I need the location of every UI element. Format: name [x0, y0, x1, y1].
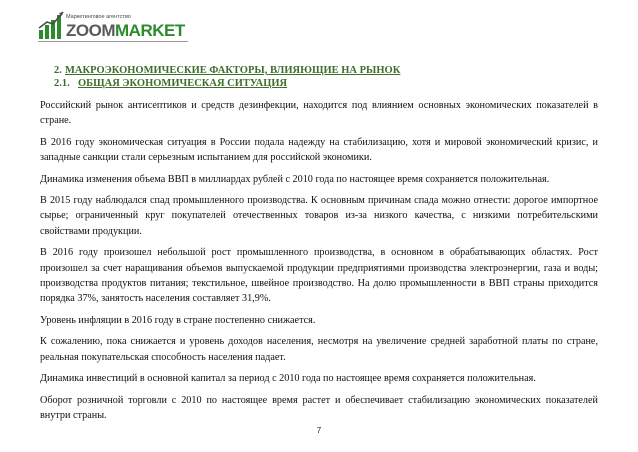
- header-divider: [38, 41, 188, 42]
- section-title: МАКРОЭКОНОМИЧЕСКИЕ ФАКТОРЫ, ВЛИЯЮЩИЕ НА РЫНОК: [65, 65, 401, 76]
- subsection-heading: [54, 77, 400, 90]
- logo-chart-icon: [38, 10, 66, 40]
- paragraph: Динамика изменения объема ВВП в миллиардах рублей с 2010 года по настоящее время сохраняется положительная.: [40, 173, 550, 185]
- subsection-number: 2.1.: [54, 78, 70, 89]
- company-logo: [38, 10, 188, 44]
- page-number: 7: [316, 426, 322, 435]
- section-headings: [54, 64, 400, 90]
- paragraph: В 2015 году наблюдался спад промышленного производства. К основным причинам спада можно отнести: дорогое импортное сырье; ограниченный круг покупателей отечественных товаров из-за низкого качества, с низкими потребительскими свойствами продукции.: [40, 195, 598, 237]
- paragraph: Оборот розничной торговли с 2010 по настоящее время растет и обеспечивает стабилизацию экономических показателей внутри страны.: [40, 394, 598, 421]
- paragraph: Динамика инвестиций в основной капитал за период с 2010 года по настоящее время сохраняется положительная.: [40, 373, 536, 385]
- logo-tagline: Маркетинговое агентство: [66, 14, 131, 20]
- paragraph: Российский рынок антисептиков и средств дезинфекции, находится под влиянием основных экономических показателей в стране.: [40, 100, 598, 127]
- paragraph: В 2016 году экономическая ситуация в России подала надежду на стабилизацию, хотя и мировой экономический кризис, и западные санкции стали серьезным испытанием для российской экономики.: [40, 136, 598, 164]
- section-number: 2.: [54, 65, 62, 76]
- logo-brand: [66, 21, 185, 41]
- subsection-title: ОБЩАЯ ЭКОНОМИЧЕСКАЯ СИТУАЦИЯ: [78, 78, 288, 89]
- paragraph: В 2016 году произошел небольшой рост промышленного производства, в основном в обрабатывающих областях. Рост произошел за счет наращивания объемов выпускаемой продукции предприятиями производства электроэнергии, газа и воды; производства продуктов питания; текстильное, швейное производство. На долю промышленности в ВВП страны приходится порядка 37%, занятость населения составляет 31,9%.: [40, 247, 598, 305]
- document-body: [40, 98, 598, 429]
- logo-brand-zoom: ZOOM: [66, 21, 115, 40]
- section-heading: [54, 64, 400, 77]
- paragraph: Уровень инфляции в 2016 году в стране постепенно снижается.: [40, 314, 316, 326]
- logo-brand-market: MARKET: [115, 21, 185, 40]
- paragraph: К сожалению, пока снижается и уровень доходов населения, несмотря на увеличение средней заработной платы по стране, реальная покупательская способность населения падает.: [40, 336, 598, 363]
